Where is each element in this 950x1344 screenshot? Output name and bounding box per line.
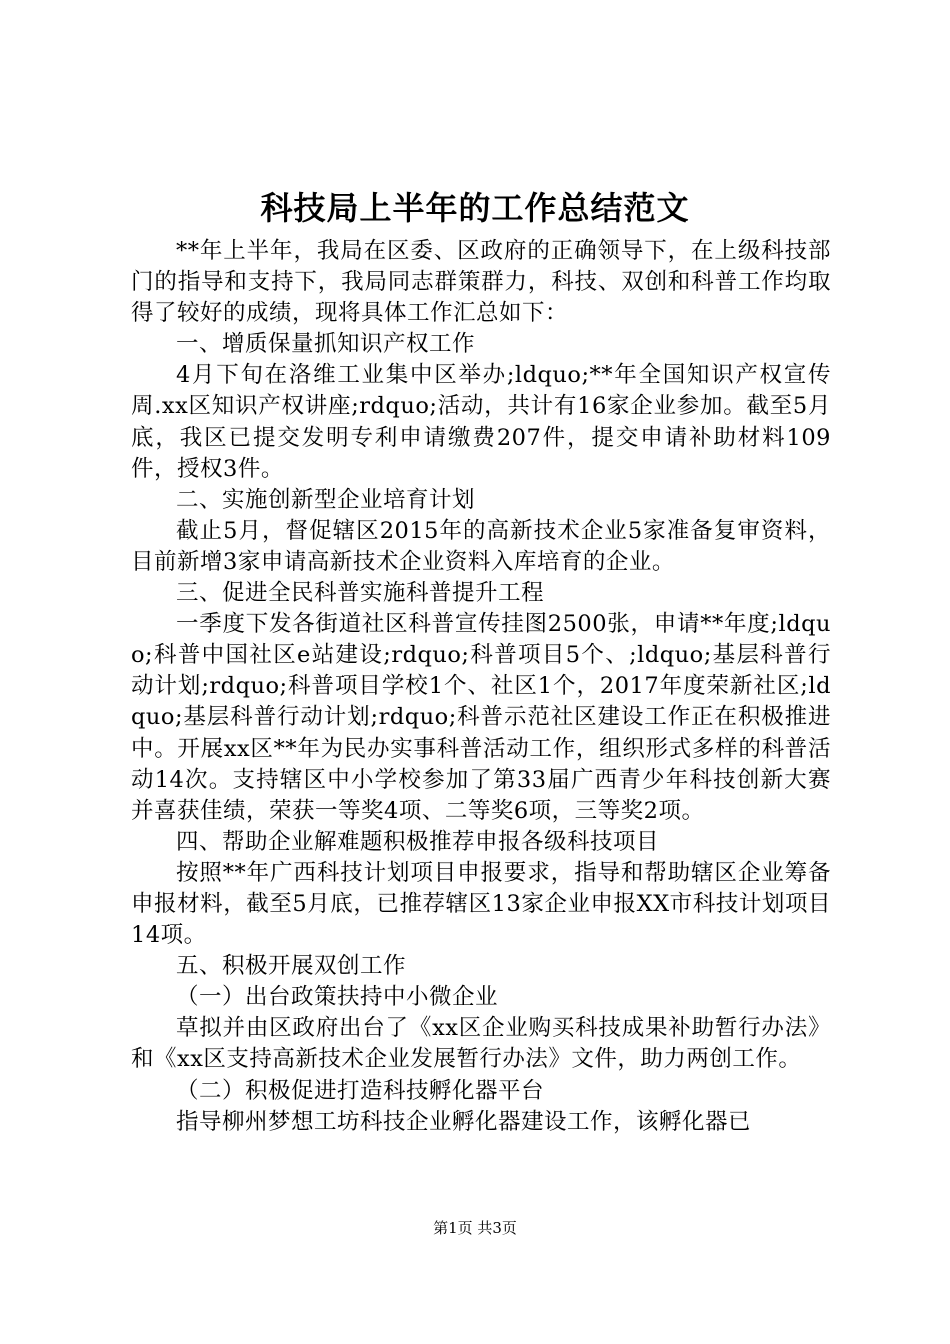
paragraph-ip-work: 4月下旬在洛维工业集中区举办;ldquo;**年全国知识产权宣传周.xx区知识产权讲座;rdquo;活动，共计有16家企业参加。截至5月底，我区已提交发明专利申请缴费207件，提交申请补助材料109件，授权3件。: [131, 362, 831, 482]
paragraph-incubator: 指导柳州梦想工坊科技企业孵化器建设工作，该孵化器已: [176, 1108, 752, 1135]
section-heading-1: 一、增质保量抓知识产权工作: [176, 331, 476, 358]
subsection-heading-5-2: （二）积极促进打造科技孵化器平台: [176, 1077, 545, 1104]
document-body: [131, 236, 831, 1138]
page-footer: 第1页 共3页: [433, 1219, 517, 1237]
section-heading-5: 五、积极开展双创工作: [176, 953, 407, 980]
paragraph-intro: **年上半年，我局在区委、区政府的正确领导下，在上级科技部门的指导和支持下，我局同志群策群力，科技、双创和科普工作均取得了较好的成绩，现将具体工作汇总如下：: [131, 238, 831, 327]
paragraph-enterprise-cultivation: 截止5月，督促辖区2015年的高新技术企业5家准备复审资料，目前新增3家申请高新技术企业资料入库培育的企业。: [131, 517, 831, 575]
document-title: 科技局上半年的工作总结范文: [260, 189, 690, 227]
paragraph-policy-support: 草拟并由区政府出台了《xx区企业购买科技成果补助暂行办法》和《xx区支持高新技术企业发展暂行办法》文件，助力两创工作。: [131, 1015, 831, 1073]
subsection-heading-5-1: （一）出台政策扶持中小微企业: [176, 984, 499, 1011]
section-heading-2: 二、实施创新型企业培育计划: [176, 486, 476, 513]
section-heading-3: 三、促进全民科普实施科普提升工程: [176, 580, 545, 607]
paragraph-science-popularization: 一季度下发各街道社区科普宣传挂图2500张，申请**年度;ldquo;科普中国社区e站建设;rdquo;科普项目5个、;ldquo;基层科普行动计划;rdquo;科普项目学校1个、社区1个，2017年度荣新社区;ldquo;基层科普行动计划;rdquo;科普示范社区建设工作正在积极推进中。开展xx区**年为民办实事科普活动工作，组织形式多样的科普活动14次。支持辖区中小学校参加了第33届广西青少年科技创新大赛并喜获佳绩，荣获一等奖4项、二等奖6项，三等奖2项。: [131, 611, 831, 824]
section-heading-4: 四、帮助企业解难题积极推荐申报各级科技项目: [176, 828, 660, 855]
paragraph-project-application: 按照**年广西科技计划项目申报要求，指导和帮助辖区企业筹备申报材料，截至5月底，已推荐辖区13家企业申报XX市科技计划项目14项。: [131, 859, 831, 949]
